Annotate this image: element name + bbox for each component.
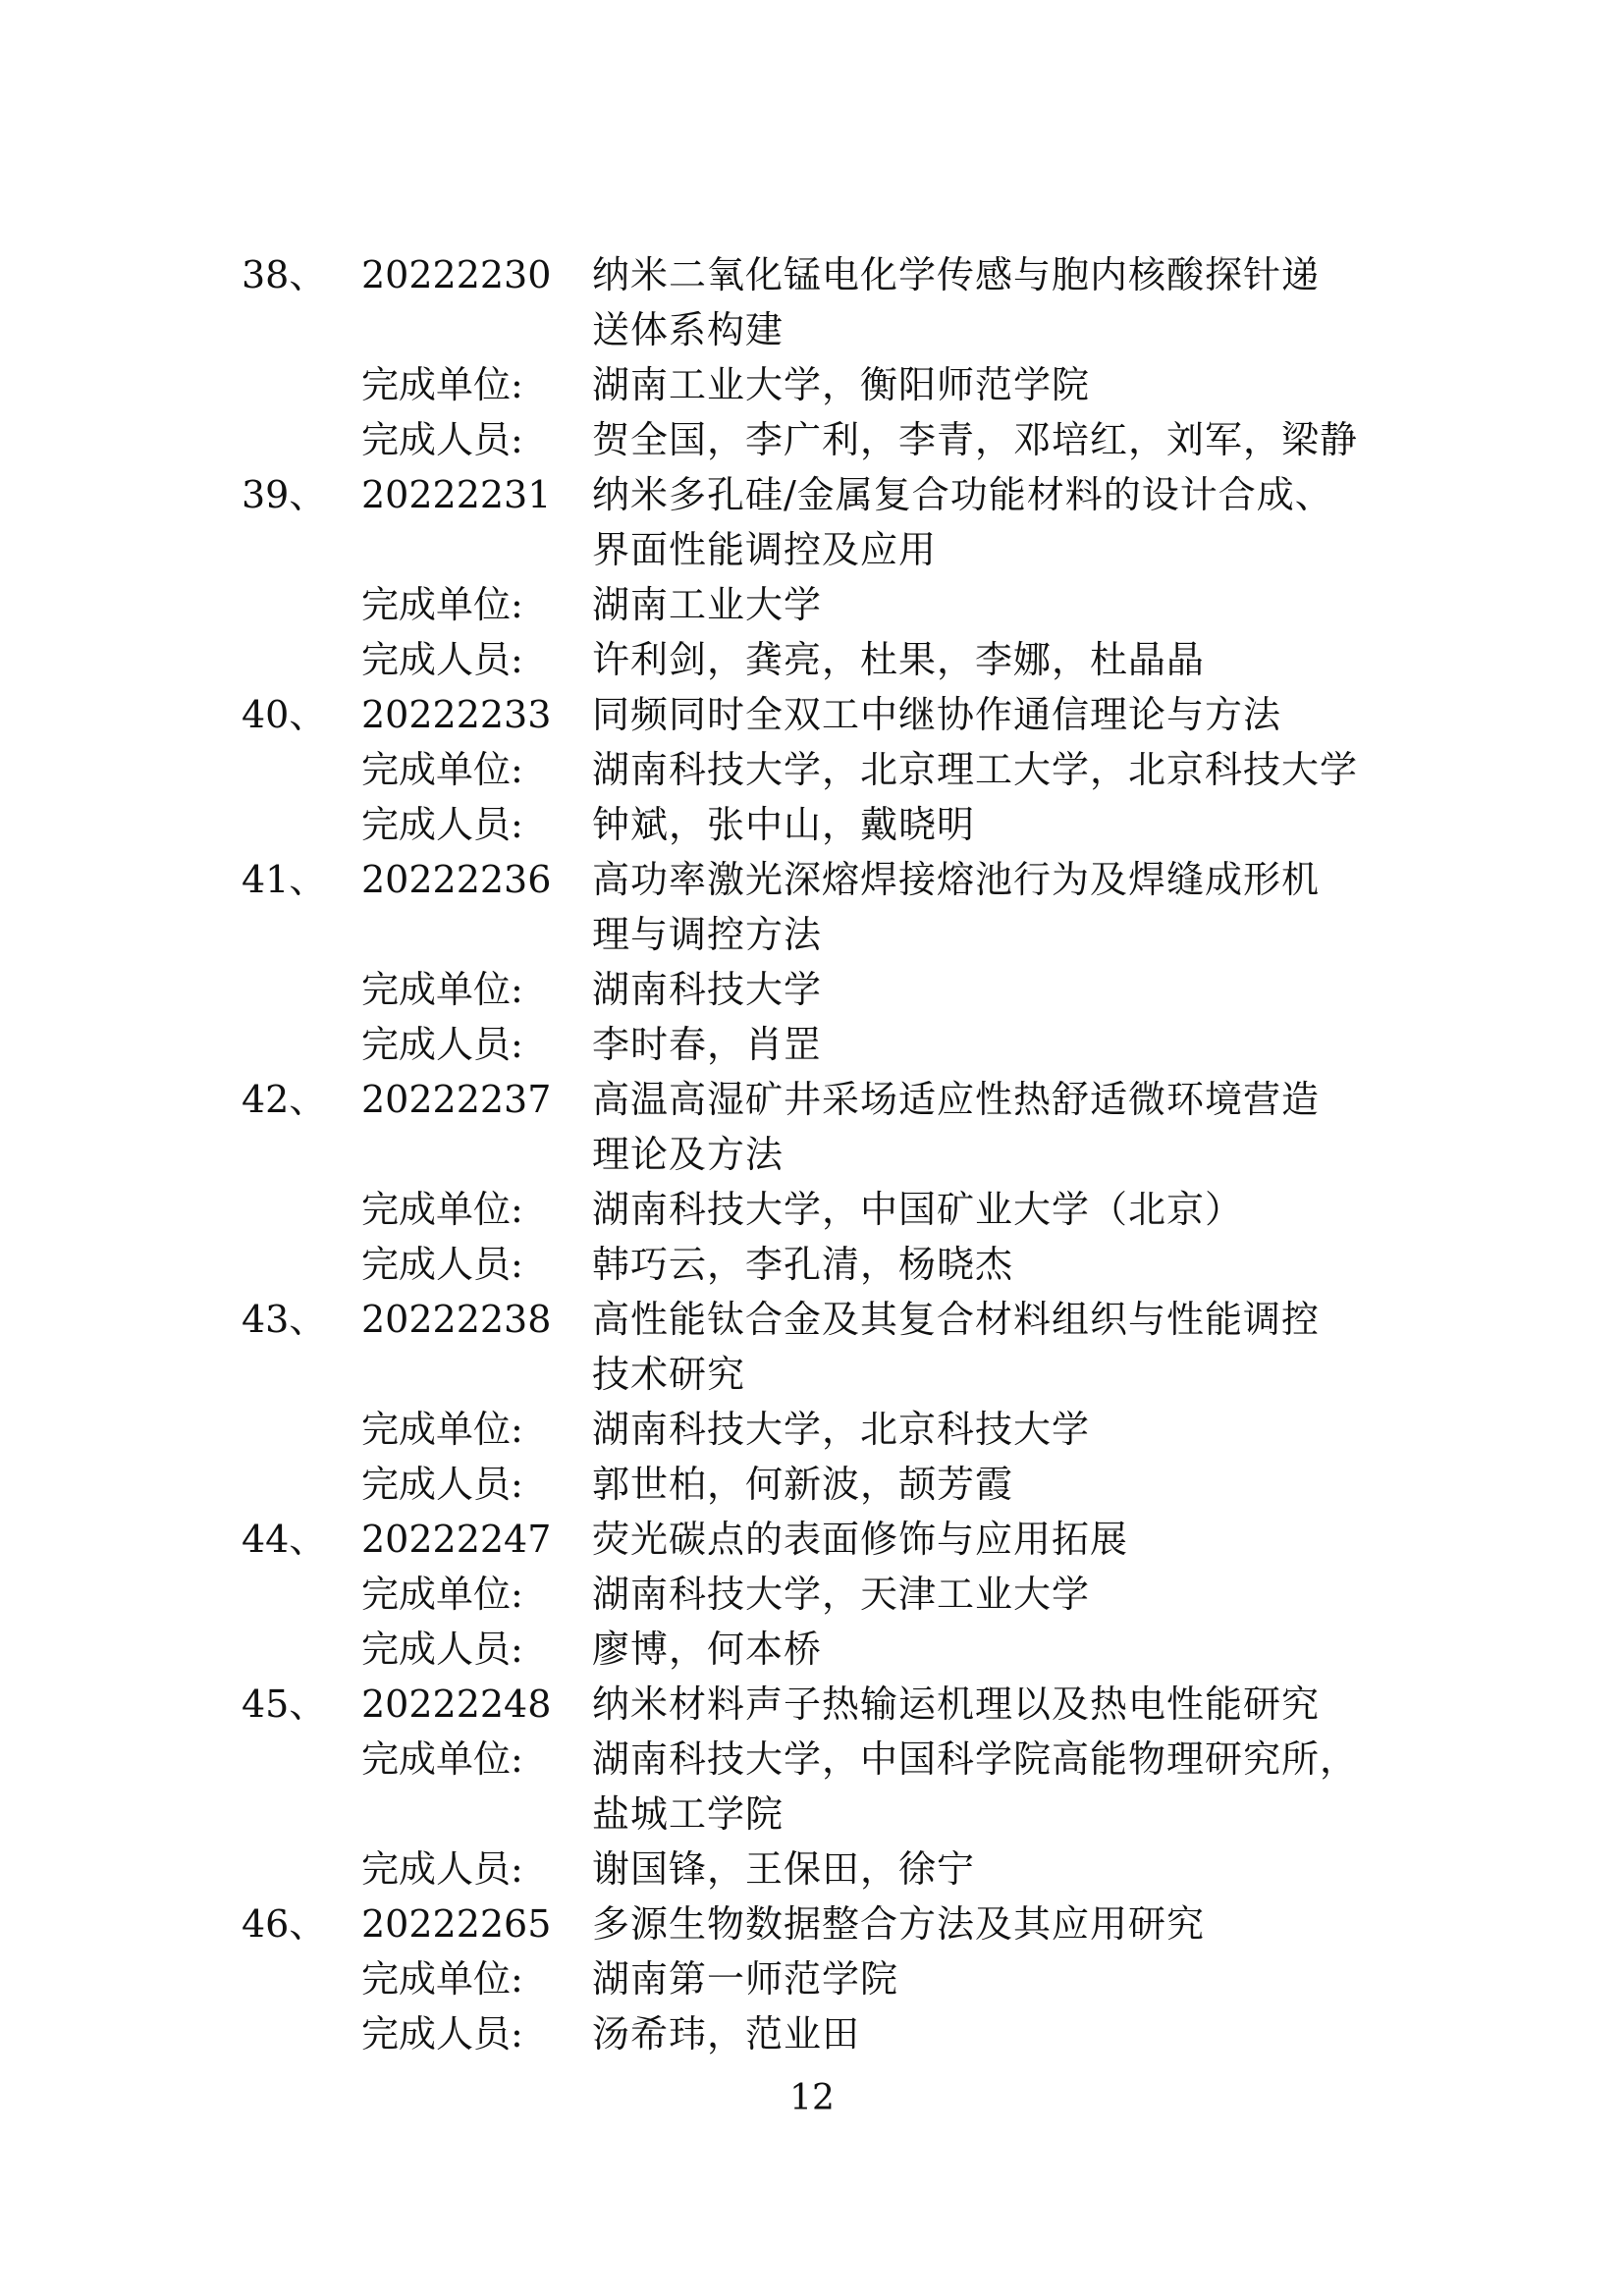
title-line bbox=[242, 302, 1400, 357]
entry-title: 纳米多孔硅/金属复合功能材料的设计合成、 bbox=[592, 473, 1333, 516]
people-label: 完成人员: bbox=[361, 1463, 523, 1506]
spacer bbox=[242, 1787, 361, 1842]
people-value: 钟斌，张中山，戴晓明 bbox=[592, 803, 976, 846]
entry-code: 20222238 bbox=[361, 1298, 552, 1341]
entry-code: 20222237 bbox=[361, 1078, 552, 1121]
title-line bbox=[242, 852, 1400, 907]
people-line bbox=[242, 1622, 1400, 1677]
spacer bbox=[242, 1347, 361, 1402]
people-line bbox=[242, 797, 1400, 852]
entry-title: 高性能钛合金及其复合材料组织与性能调控 bbox=[592, 1298, 1321, 1341]
entry-number: 45、 bbox=[242, 1682, 327, 1726]
unit-value: 湖南科技大学 bbox=[592, 968, 823, 1011]
entry-title: 纳米材料声子热输运机理以及热电性能研究 bbox=[592, 1682, 1321, 1726]
spacer bbox=[242, 1842, 361, 1896]
spacer bbox=[242, 357, 361, 412]
title-line bbox=[242, 687, 1400, 742]
unit-value: 湖南科技大学，中国矿业大学（北京） bbox=[592, 1188, 1244, 1231]
people-value: 廖博，何本桥 bbox=[592, 1628, 823, 1671]
spacer bbox=[361, 907, 592, 962]
unit-value: 盐城工学院 bbox=[592, 1792, 785, 1836]
people-value: 李时春，肖罡 bbox=[592, 1023, 823, 1066]
list-item bbox=[242, 1072, 1400, 1292]
people-label: 完成人员: bbox=[361, 1847, 523, 1891]
entry-title: 多源生物数据整合方法及其应用研究 bbox=[592, 1902, 1206, 1946]
people-value: 许利剑，龚亮，杜果，李娜，杜晶晶 bbox=[592, 638, 1206, 681]
people-value: 谢国锋，王保田，徐宁 bbox=[592, 1847, 976, 1891]
spacer bbox=[361, 302, 592, 357]
entry-number: 40、 bbox=[242, 693, 327, 736]
spacer bbox=[242, 1732, 361, 1787]
spacer bbox=[242, 907, 361, 962]
entry-title: 纳米二氧化锰电化学传感与胞内核酸探针递 bbox=[592, 253, 1321, 296]
entry-title: 理与调控方法 bbox=[592, 913, 823, 956]
unit-value: 湖南科技大学，天津工业大学 bbox=[592, 1573, 1091, 1616]
spacer bbox=[242, 742, 361, 797]
entry-title: 高功率激光深熔焊接熔池行为及焊缝成形机 bbox=[592, 858, 1321, 901]
unit-line bbox=[242, 1567, 1400, 1622]
title-line bbox=[242, 247, 1400, 302]
people-line bbox=[242, 2006, 1400, 2061]
list-item bbox=[242, 247, 1400, 467]
entry-number: 43、 bbox=[242, 1298, 327, 1341]
entry-code: 20222230 bbox=[361, 253, 552, 296]
entry-title: 高温高湿矿井采场适应性热舒适微环境营造 bbox=[592, 1078, 1321, 1121]
entry-title: 界面性能调控及应用 bbox=[592, 528, 938, 571]
spacer bbox=[242, 1622, 361, 1677]
unit-line bbox=[242, 1402, 1400, 1457]
unit-label: 完成单位: bbox=[361, 1573, 523, 1616]
people-label: 完成人员: bbox=[361, 1023, 523, 1066]
spacer bbox=[242, 1127, 361, 1182]
unit-line bbox=[242, 1787, 1400, 1842]
spacer bbox=[242, 962, 361, 1017]
unit-label: 完成单位: bbox=[361, 1737, 523, 1781]
spacer bbox=[242, 412, 361, 467]
entry-title: 荧光碳点的表面修饰与应用拓展 bbox=[592, 1518, 1129, 1561]
unit-label: 完成单位: bbox=[361, 1957, 523, 2001]
unit-value: 湖南工业大学，衡阳师范学院 bbox=[592, 363, 1091, 406]
people-line bbox=[242, 1457, 1400, 1512]
title-line bbox=[242, 1677, 1400, 1732]
list-item bbox=[242, 1512, 1400, 1677]
unit-label: 完成单位: bbox=[361, 363, 523, 406]
list-item bbox=[242, 1896, 1400, 2061]
people-line bbox=[242, 1237, 1400, 1292]
entry-code: 20222231 bbox=[361, 473, 552, 516]
people-label: 完成人员: bbox=[361, 1243, 523, 1286]
title-line bbox=[242, 1127, 1400, 1182]
entry-number: 42、 bbox=[242, 1078, 327, 1121]
entry-code: 20222265 bbox=[361, 1902, 552, 1946]
unit-value: 湖南科技大学，中国科学院高能物理研究所， bbox=[592, 1737, 1359, 1781]
spacer bbox=[361, 522, 592, 577]
unit-line bbox=[242, 742, 1400, 797]
spacer bbox=[242, 577, 361, 632]
title-line bbox=[242, 1072, 1400, 1127]
title-line bbox=[242, 467, 1400, 522]
people-value: 汤希玮，范业田 bbox=[592, 2012, 861, 2056]
unit-label: 完成单位: bbox=[361, 583, 523, 626]
unit-value: 湖南科技大学，北京科技大学 bbox=[592, 1408, 1091, 1451]
spacer bbox=[242, 1402, 361, 1457]
unit-value: 湖南工业大学 bbox=[592, 583, 823, 626]
unit-line bbox=[242, 1182, 1400, 1237]
people-label: 完成人员: bbox=[361, 1628, 523, 1671]
entry-code: 20222248 bbox=[361, 1682, 552, 1726]
unit-value: 湖南科技大学，北京理工大学，北京科技大学 bbox=[592, 748, 1359, 791]
entry-number: 44、 bbox=[242, 1518, 327, 1561]
spacer bbox=[242, 2006, 361, 2061]
unit-label: 完成单位: bbox=[361, 1408, 523, 1451]
spacer bbox=[361, 1347, 592, 1402]
entry-title: 送体系构建 bbox=[592, 308, 785, 351]
unit-value: 湖南第一师范学院 bbox=[592, 1957, 899, 2001]
title-line bbox=[242, 1292, 1400, 1347]
spacer bbox=[242, 797, 361, 852]
unit-label: 完成单位: bbox=[361, 968, 523, 1011]
unit-label: 完成单位: bbox=[361, 1188, 523, 1231]
spacer bbox=[242, 1182, 361, 1237]
spacer bbox=[242, 1017, 361, 1072]
title-line bbox=[242, 907, 1400, 962]
people-value: 郭世柏，何新波，颉芳霞 bbox=[592, 1463, 1014, 1506]
unit-line bbox=[242, 962, 1400, 1017]
spacer bbox=[242, 1951, 361, 2006]
spacer bbox=[361, 1787, 592, 1842]
list-item bbox=[242, 852, 1400, 1072]
spacer bbox=[242, 1567, 361, 1622]
award-list bbox=[242, 247, 1400, 2061]
unit-line bbox=[242, 1951, 1400, 2006]
unit-label: 完成单位: bbox=[361, 748, 523, 791]
entry-number: 46、 bbox=[242, 1902, 327, 1946]
people-line bbox=[242, 1017, 1400, 1072]
list-item bbox=[242, 467, 1400, 687]
entry-code: 20222247 bbox=[361, 1518, 552, 1561]
people-label: 完成人员: bbox=[361, 2012, 523, 2056]
entry-number: 39、 bbox=[242, 473, 327, 516]
people-line bbox=[242, 632, 1400, 687]
page-number: 12 bbox=[789, 2078, 835, 2118]
entry-title: 同频同时全双工中继协作通信理论与方法 bbox=[592, 693, 1282, 736]
spacer bbox=[242, 302, 361, 357]
unit-line bbox=[242, 357, 1400, 412]
entry-number: 41、 bbox=[242, 858, 327, 901]
entry-code: 20222233 bbox=[361, 693, 552, 736]
list-item bbox=[242, 687, 1400, 852]
spacer bbox=[242, 1237, 361, 1292]
list-item bbox=[242, 1677, 1400, 1896]
unit-line bbox=[242, 577, 1400, 632]
people-value: 贺全国，李广利，李青，邓培红，刘军，梁静 bbox=[592, 418, 1359, 461]
spacer bbox=[242, 632, 361, 687]
title-line bbox=[242, 1512, 1400, 1567]
unit-line bbox=[242, 1732, 1400, 1787]
entry-title: 技术研究 bbox=[592, 1353, 746, 1396]
title-line bbox=[242, 1896, 1400, 1951]
spacer bbox=[361, 1127, 592, 1182]
people-label: 完成人员: bbox=[361, 418, 523, 461]
people-line bbox=[242, 1842, 1400, 1896]
entry-number: 38、 bbox=[242, 253, 327, 296]
entry-title: 理论及方法 bbox=[592, 1133, 785, 1176]
title-line bbox=[242, 1347, 1400, 1402]
people-label: 完成人员: bbox=[361, 638, 523, 681]
people-line bbox=[242, 412, 1400, 467]
title-line bbox=[242, 522, 1400, 577]
list-item bbox=[242, 1292, 1400, 1512]
spacer bbox=[242, 1457, 361, 1512]
people-label: 完成人员: bbox=[361, 803, 523, 846]
entry-code: 20222236 bbox=[361, 858, 552, 901]
spacer bbox=[242, 522, 361, 577]
people-value: 韩巧云，李孔清，杨晓杰 bbox=[592, 1243, 1014, 1286]
